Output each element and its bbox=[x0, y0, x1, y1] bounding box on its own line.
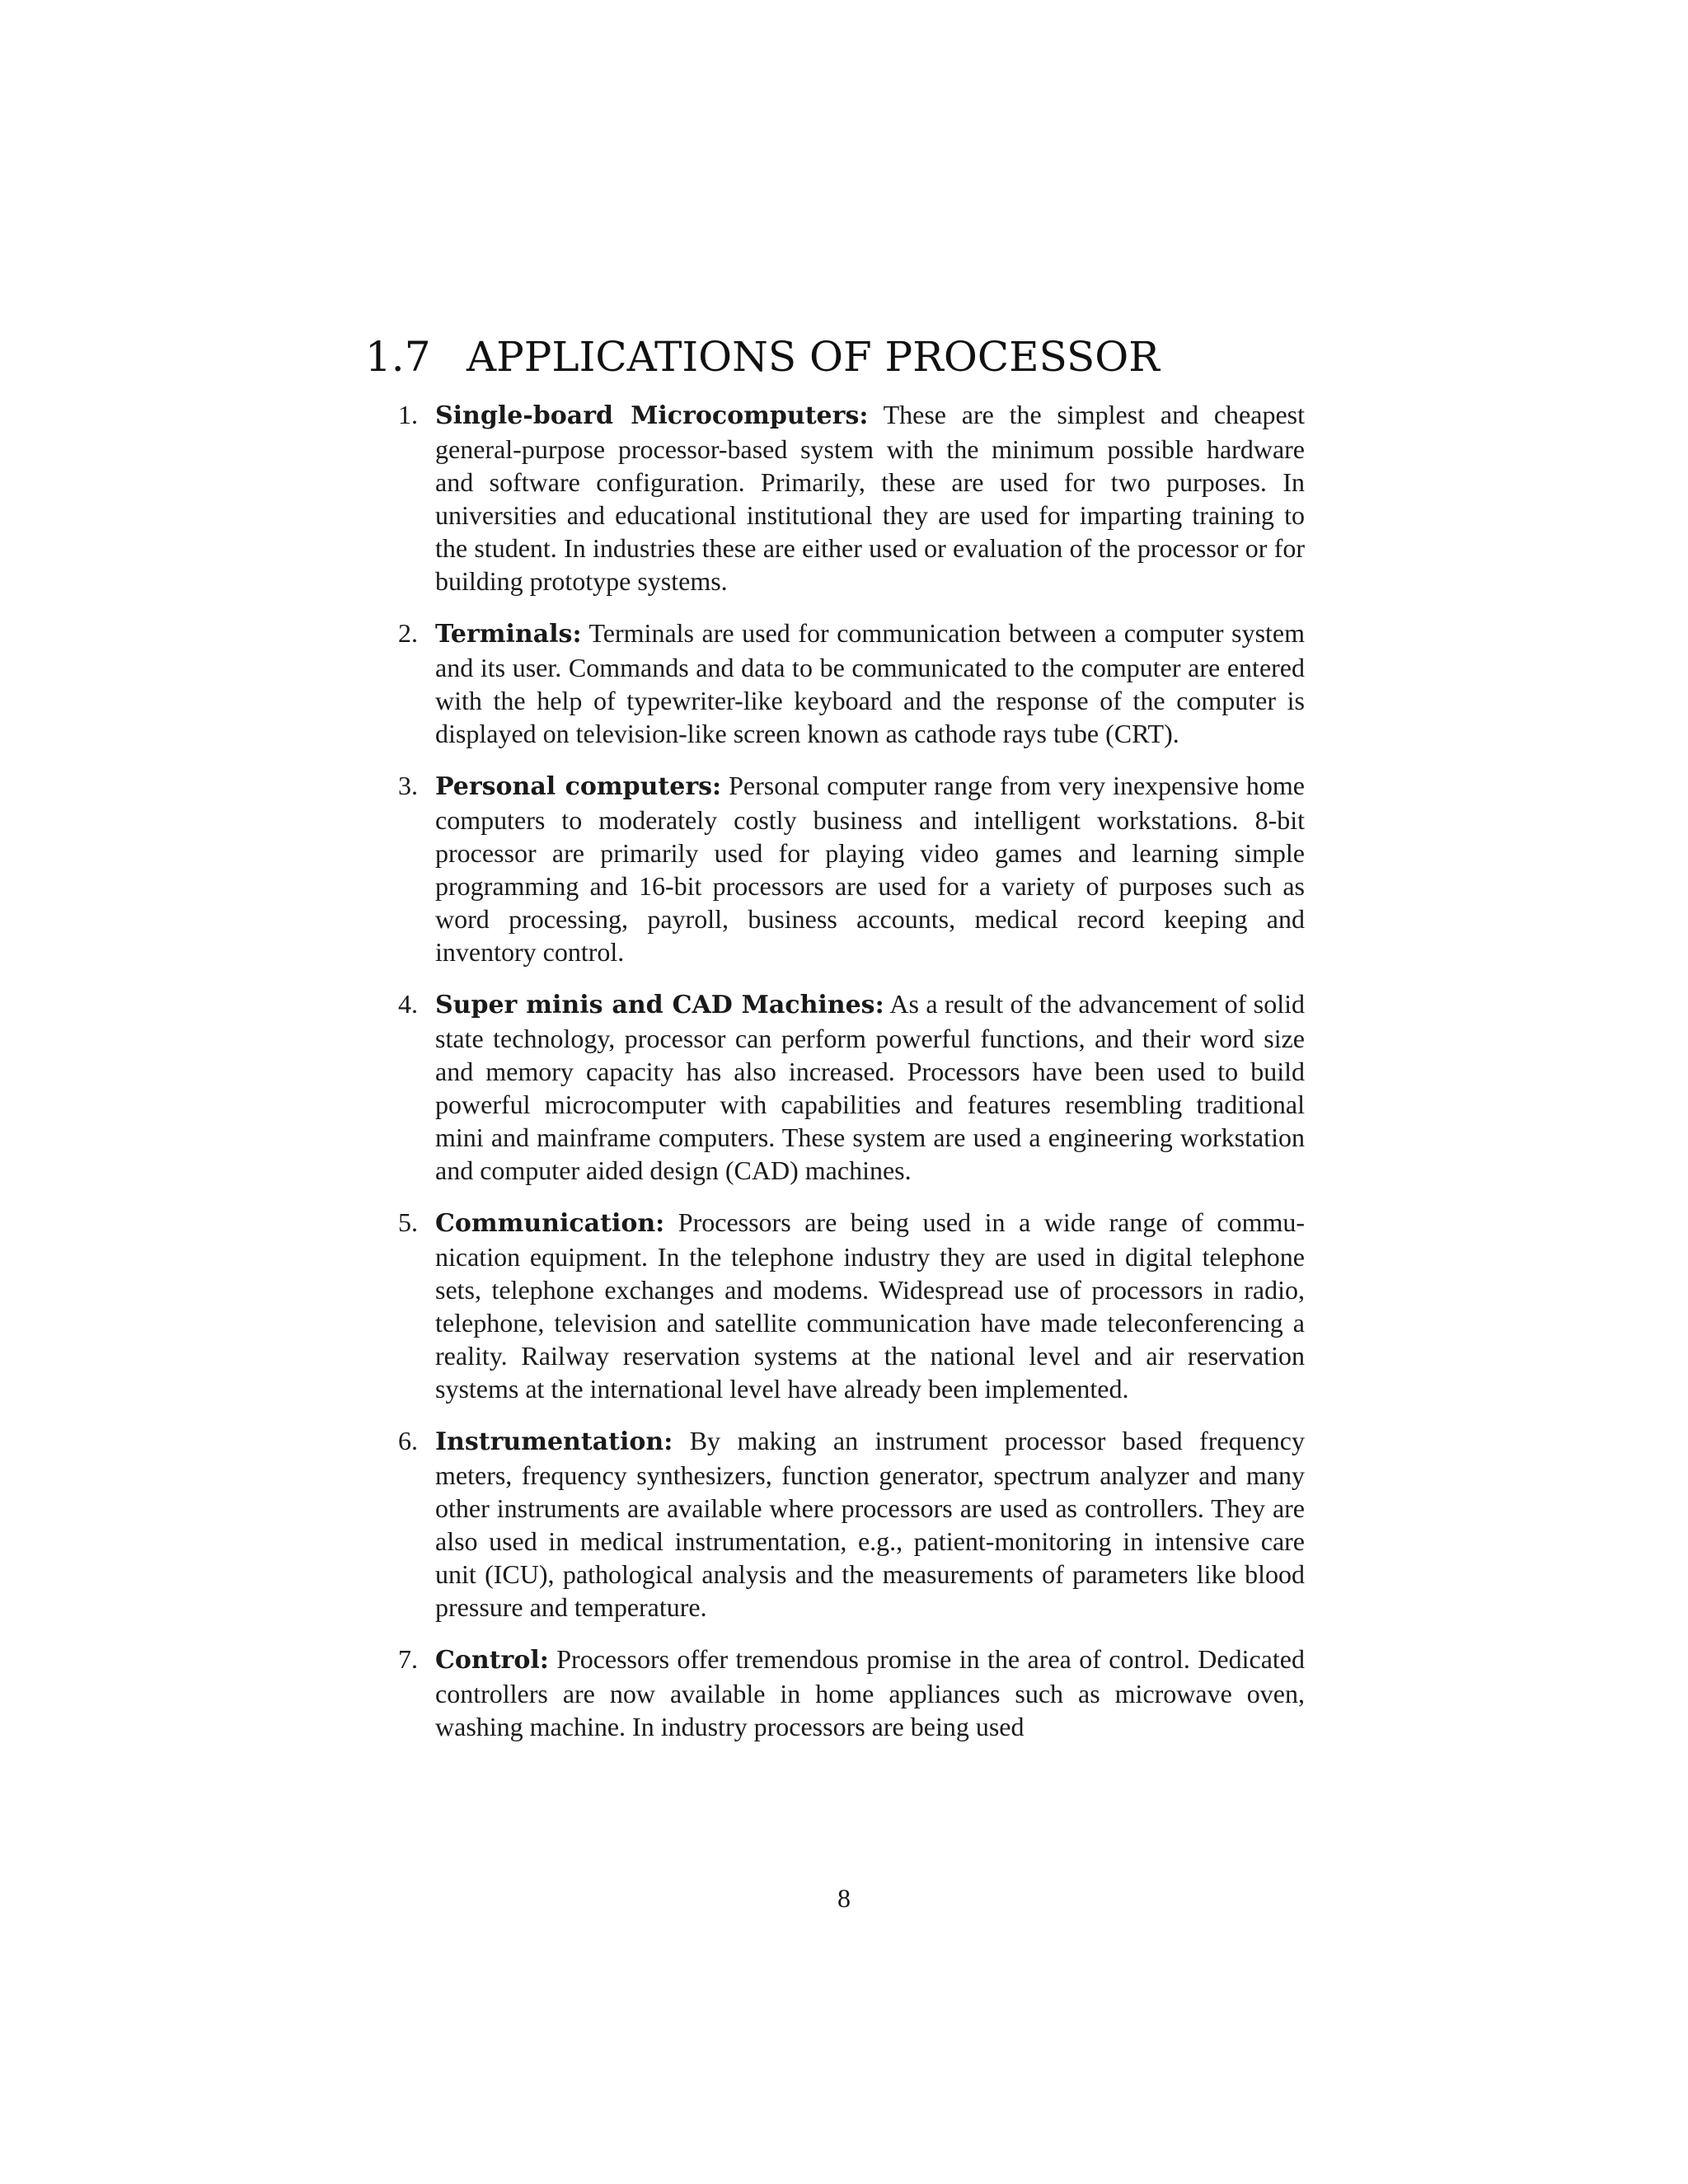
item-text: By making an instrument processor based frequency meters, frequency synthesizers, function generator, spectrum analyzer and many other instruments are available where processors are used as controllers. They are also used in medical instrumentation, e.g., patient-monitoring in intensive care unit (ICU), pathological analysis and the measurements of parameters like blood pressure and temperature. bbox=[435, 1426, 1305, 1622]
list-item-instrumentation bbox=[365, 1424, 1305, 1624]
list-item-terminals bbox=[365, 616, 1305, 750]
item-number: 5. bbox=[398, 1207, 418, 1237]
item-term: Control: bbox=[435, 1646, 549, 1675]
list-item-control bbox=[365, 1643, 1305, 1743]
item-term: Single-board Microcomputers: bbox=[435, 401, 869, 430]
item-text: Personal computer range from very inexpensive home computers to moderately costly business and intelligent workstations. 8-bit processor are primarily used for playing video games and learning simple programming and 16-bit processors are used for a variety of purposes such as word processing, payroll, business accounts, medical record keeping and inventory control. bbox=[435, 771, 1305, 967]
item-text: These are the simplest and cheapest general-purpose processor-based system with the minimum possible hardware and software configuration. Primarily, these are used for two purposes. In universities and educational institutional they are used for imparting training to the student. In industries these are either used or evaluation of the processor or for building prototype systems. bbox=[435, 400, 1305, 596]
item-term: Instrumentation: bbox=[435, 1427, 673, 1456]
item-number: 3. bbox=[398, 771, 418, 800]
item-term: Terminals: bbox=[435, 620, 582, 649]
item-number: 4. bbox=[398, 989, 418, 1019]
item-number: 7. bbox=[398, 1644, 418, 1674]
list-item-super-minis-cad bbox=[365, 987, 1305, 1187]
section-title: APPLICATIONS OF PROCESSOR bbox=[467, 333, 1160, 381]
item-term: Super minis and CAD Machines: bbox=[435, 991, 884, 1019]
item-text: Terminals are used for communication between a computer system and its user. Commands and data to be communicated to the computer are entered with the help of typewriter-like keyboard and the response of the computer is displayed on television-like screen known as cathode rays tube (CRT). bbox=[435, 618, 1305, 748]
section-number: 1.7 bbox=[365, 333, 431, 381]
item-term: Personal computers: bbox=[435, 772, 722, 801]
item-text: Processors offer tremendous promise in the area of control. Dedicated controllers are now available in home appliances such as microwave oven, washing machine. In industry processors are being used bbox=[435, 1644, 1305, 1741]
item-term: Communication: bbox=[435, 1209, 665, 1238]
section-heading bbox=[365, 328, 1437, 386]
item-number: 1. bbox=[398, 400, 418, 429]
list-item-communication bbox=[365, 1206, 1305, 1405]
item-number: 6. bbox=[398, 1426, 418, 1455]
item-number: 2. bbox=[398, 618, 418, 648]
item-text: As a result of the advancement of solid state technology, processor can perform powerful functions, and their word size and memory capacity has also increased. Processors have been used to build powerful microcomputer with capabilities and features resembling traditional mini and mainframe computers. These system are used a engineering workstation and computer aided design (CAD) machines. bbox=[435, 989, 1305, 1185]
page-number: 8 bbox=[837, 1883, 851, 1913]
list-item-personal-computers bbox=[365, 769, 1305, 968]
applications-list bbox=[365, 398, 1305, 1762]
item-text: Processors are being used in a wide range of communication equipment. In the telephone industry they are used in digital telephone sets, telephone exchanges and modems. Widespread use of processors in radio, telephone, television and satellite communication have made teleconferencing a reality. Railway reservation systems at the national level and air reservation systems at the international level have already been implemented. bbox=[435, 1207, 1305, 1404]
list-item-single-board-microcomputers bbox=[365, 398, 1305, 598]
